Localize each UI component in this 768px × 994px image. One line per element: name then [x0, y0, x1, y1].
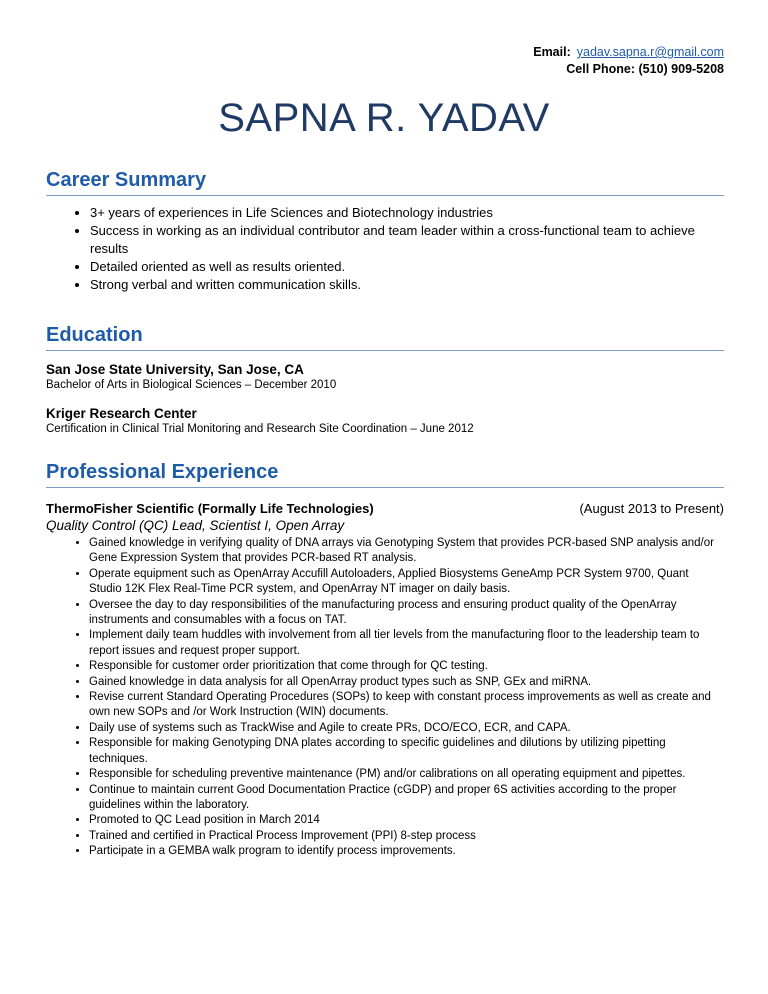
- duty-item: • Gained knowledge in verifying quality of DNA arrays via Genotyping System that provides PCR-based SNP analysis and/or Gene Expression System that provides PCR-based RT analysis.: [89, 536, 724, 567]
- duty-item: • Responsible for scheduling preventive maintenance (PM) and/or calibrations on all operating equipment and pipettes.: [89, 767, 724, 782]
- job-dates: (August 2013 to Present): [579, 501, 724, 516]
- duty-item: • Operate equipment such as OpenArray Accufill Autoloaders, Applied Biosystems GeneAmp PCR System 9700, Quant Studio 12K Flex Real-Time PCR system, and OpenArray NT imager on daily basis.: [89, 567, 724, 598]
- education-entry: [46, 361, 724, 393]
- job-company: ThermoFisher Scientific (Formally Life Technologies): [46, 501, 374, 516]
- job-duties-list: [46, 536, 724, 860]
- career-summary-section: [46, 168, 724, 294]
- duty-item: • Promoted to QC Lead position in March 2014: [89, 813, 724, 828]
- duty-item: • Participate in a GEMBA walk program to identify process improvements.: [89, 844, 724, 859]
- education-section: [46, 323, 724, 437]
- education-entry: [46, 405, 724, 437]
- email-link[interactable]: yadav.sapna.r@gmail.com: [576, 45, 724, 59]
- professional-experience-section: [46, 460, 724, 860]
- summary-item: • Strong verbal and written communication skills.: [90, 276, 724, 294]
- candidate-name: SAPNA R. YADAV: [218, 96, 550, 140]
- job-title: Quality Control (QC) Lead, Scientist I, Open Array: [46, 518, 345, 533]
- summary-item: • 3+ years of experiences in Life Sciences and Biotechnology industries: [90, 204, 724, 222]
- duty-item: • Oversee the day to day responsibilities of the manufacturing process and ensuring product quality of the OpenArray instruments and consumables with a focus on TAT.: [89, 598, 724, 629]
- duty-item: • Revise current Standard Operating Procedures (SOPs) to keep with constant process improvements as well as create and own new SOPs and /or Work Instruction (WIN) documents.: [89, 690, 724, 721]
- duty-item: • Trained and certified in Practical Process Improvement (PPI) 8-step process: [89, 829, 724, 844]
- email-label: Email:: [533, 45, 571, 59]
- contact-block: [533, 44, 724, 78]
- job-entry: [46, 500, 724, 860]
- education-detail: Certification in Clinical Trial Monitoring and Research Site Coordination – June 2012: [46, 423, 474, 435]
- duty-item: • Continue to maintain current Good Documentation Practice (cGDP) and proper 6S activities according to the proper guidelines within the laboratory.: [89, 783, 724, 814]
- education-school: Kriger Research Center: [46, 406, 197, 421]
- education-heading: Education: [46, 323, 724, 351]
- education-school: San Jose State University, San Jose, CA: [46, 362, 304, 377]
- job-header: [46, 500, 724, 517]
- duty-item: • Responsible for customer order prioritization that come through for QC testing.: [89, 659, 724, 674]
- experience-heading: Professional Experience: [46, 460, 724, 488]
- duty-item: • Responsible for making Genotyping DNA plates according to specific guidelines and dilutions by utilizing pipetting techniques.: [89, 736, 724, 767]
- duty-item: • Gained knowledge in data analysis for all OpenArray product types such as SNP, GEx and miRNA.: [89, 675, 724, 690]
- career-summary-list: [46, 204, 724, 294]
- career-summary-heading: Career Summary: [46, 168, 724, 196]
- education-detail: Bachelor of Arts in Biological Sciences – December 2010: [46, 379, 337, 391]
- summary-item: • Detailed oriented as well as results oriented.: [90, 258, 724, 276]
- phone-line: Cell Phone: (510) 909-5208: [566, 62, 724, 76]
- summary-item: • Success in working as an individual contributor and team leader within a cross-functional team to achieve results: [90, 222, 724, 258]
- email-line: [533, 44, 724, 61]
- duty-item: • Daily use of systems such as TrackWise and Agile to create PRs, DCO/ECO, ECR, and CAPA.: [89, 721, 724, 736]
- duty-item: • Implement daily team huddles with involvement from all tier levels from the manufacturing floor to the leadership team to report issues and request proper support.: [89, 628, 724, 659]
